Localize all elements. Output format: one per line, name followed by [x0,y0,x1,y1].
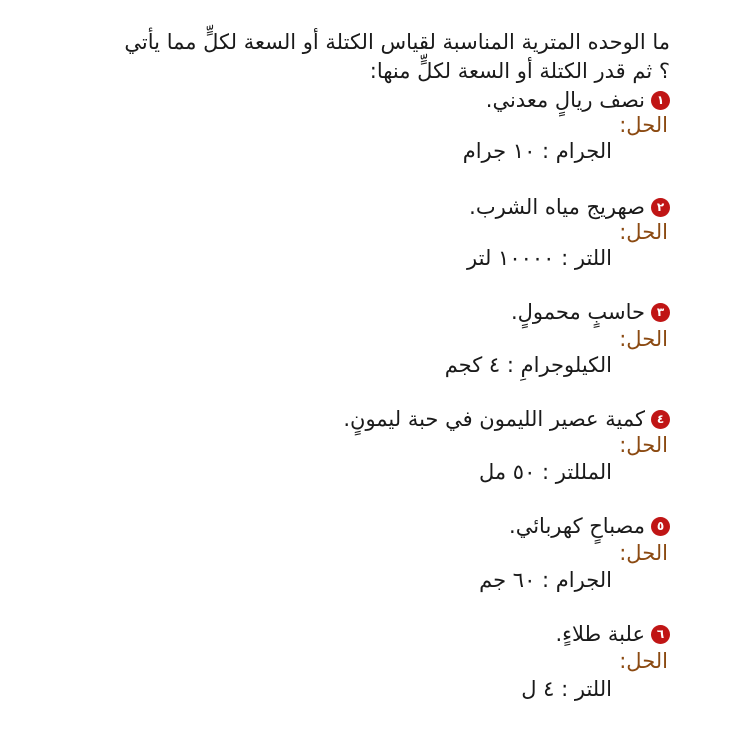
question-number-badge: ٥ [651,517,670,536]
question-number-badge: ٢ [651,198,670,217]
question-2 [469,193,670,221]
answer-4: المللتر : ٥٠ مل [478,460,612,484]
question-text: مصباحٍ كهربائي. [509,514,645,538]
answer-1: الجرام : ١٠ جرام [462,139,612,163]
intro-instruction: ما الوحده المترية المناسبة لقياس الكتلة أو السعة لكلٍّ مما يأتي ؟ ثم قدر الكتلة أو السعة لكلٍّ منها: [124,30,670,83]
question-3 [511,298,670,326]
question-5 [509,512,670,540]
question-number-badge: ٦ [651,625,670,644]
solution-label: الحل: [619,327,668,351]
question-1 [486,86,670,114]
question-number-badge: ٣ [651,303,670,322]
question-text: كمية عصير الليمون في حبة ليمونٍ. [343,407,645,431]
question-text: علبة طلاءٍ. [555,622,645,646]
question-6 [555,620,670,648]
question-text: صهريج مياه الشرب. [469,195,645,219]
answer-3: الكيلوجرامِ : ٤ كجم [444,353,612,377]
solution-label: الحل: [619,649,668,673]
question-4 [343,405,670,433]
answer-6: اللتر : ٤ ل [521,677,612,701]
question-text: نصف ريالٍ معدني. [485,88,645,112]
solution-label: الحل: [619,113,668,137]
answer-5: الجرام : ٦٠ جم [479,568,612,592]
solution-label: الحل: [619,220,668,244]
solution-label: الحل: [619,541,668,565]
answer-2: اللتر : ١٠٠٠٠ لتر [467,246,612,270]
question-text: حاسبٍ محمولٍ. [511,300,645,324]
question-number-badge: ١ [651,91,670,110]
solution-label: الحل: [619,433,668,457]
question-number-badge: ٤ [651,410,670,429]
